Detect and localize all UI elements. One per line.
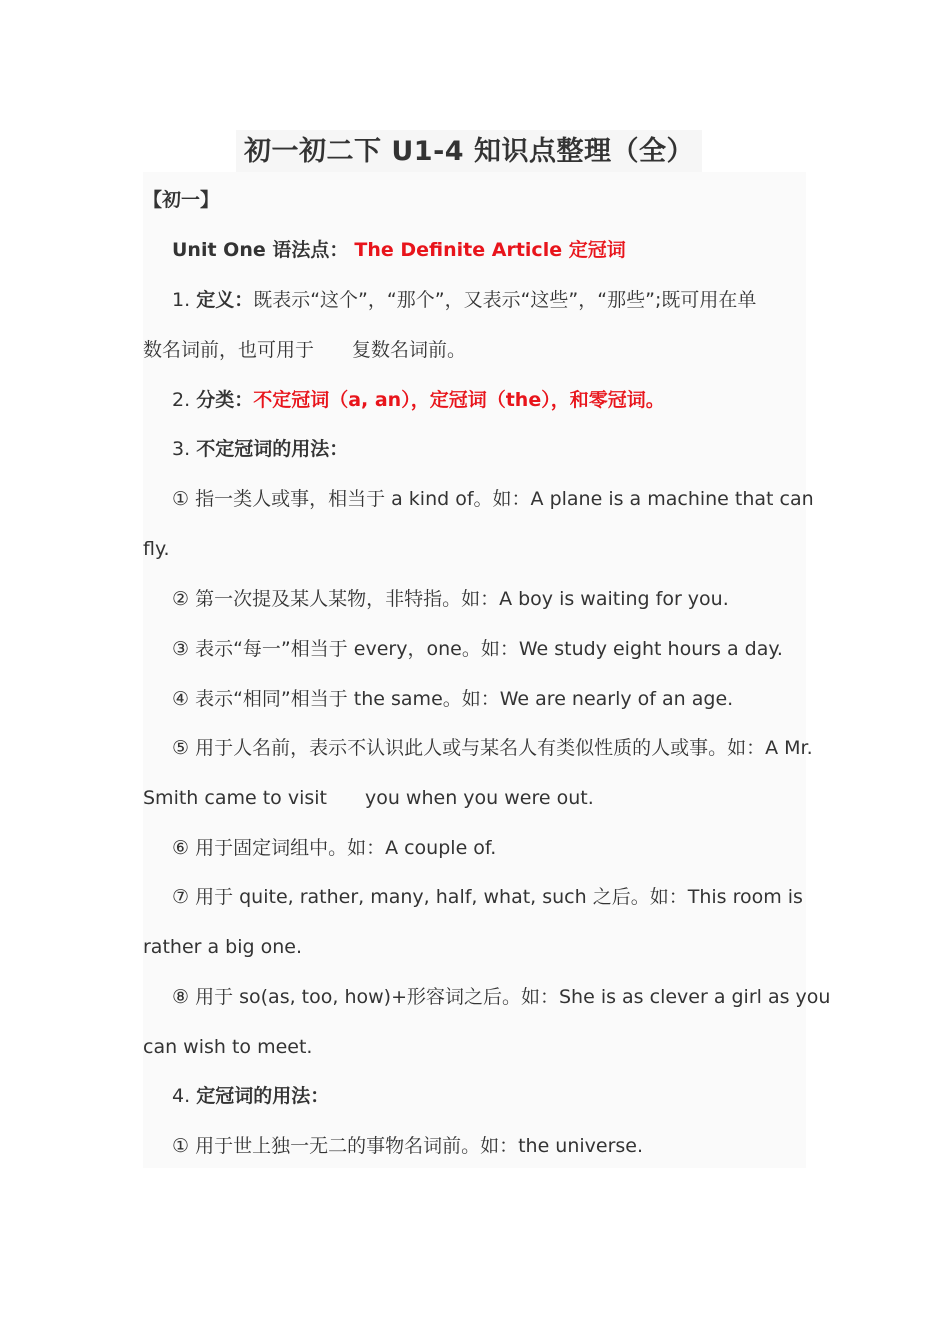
list-item-continuation: can wish to meet.	[143, 1036, 313, 1058]
list-item: ④ 表示“相同”相当于 the same。如：We are nearly of an age.	[172, 688, 734, 710]
list-item-continuation: Smith came to visit you when you were out.	[143, 787, 594, 809]
indefinite-label: 不定冠词的用法：	[196, 438, 349, 460]
definite-label: 定冠词的用法：	[196, 1085, 330, 1107]
document-title: 初一初二下 U1-4 知识点整理（全）	[236, 130, 702, 174]
definite-heading	[172, 1081, 329, 1111]
list-item: ① 用于世上独一无二的事物名词前。如：the universe.	[172, 1135, 644, 1157]
list-item: ① 指一类人或事，相当于 a kind of。如：A plane is a machine that can	[172, 488, 814, 510]
definition-line	[172, 285, 756, 315]
classification-text: 不定冠词（a, an），定冠词（the），和零冠词。	[253, 389, 665, 411]
list-item: ③ 表示“每一”相当于 every，one。如：We study eight hours a day.	[172, 638, 783, 660]
section-label: 【初一】	[143, 189, 220, 211]
unit-heading	[172, 235, 626, 265]
definition-continuation: 数名词前，也可用于 复数名词前。	[143, 339, 467, 361]
definite-num: 4.	[172, 1085, 191, 1107]
document-body	[143, 172, 806, 1168]
list-item: ② 第一次提及某人某物，非特指。如：A boy is waiting for you.	[172, 588, 729, 610]
list-item: ⑧ 用于 so(as, too, how)+形容词之后。如：She is as clever a girl as you	[172, 986, 831, 1008]
indefinite-heading	[172, 434, 348, 464]
definition-label: 定义：	[196, 289, 254, 311]
classification-num: 2.	[172, 389, 191, 411]
indefinite-num: 3.	[172, 438, 191, 460]
definition-num: 1.	[172, 289, 191, 311]
list-item-continuation: rather a big one.	[143, 936, 303, 958]
classification-label: 分类：	[196, 389, 254, 411]
list-item: ⑦ 用于 quite, rather, many, half, what, such 之后。如：This room is	[172, 886, 803, 908]
list-item: ⑥ 用于固定词组中。如：A couple of.	[172, 837, 497, 859]
classification-line	[172, 385, 665, 415]
unit-topic: The Definite Article 定冠词	[354, 239, 626, 261]
unit-prefix: Unit One 语法点：	[172, 239, 349, 261]
list-item-continuation: fly.	[143, 538, 170, 560]
list-item: ⑤ 用于人名前，表示不认识此人或与某名人有类似性质的人或事。如：A Mr.	[172, 737, 813, 759]
definition-text: 既表示“这个”，“那个”，又表示“这些”，“那些”;既可用在单	[253, 289, 757, 311]
